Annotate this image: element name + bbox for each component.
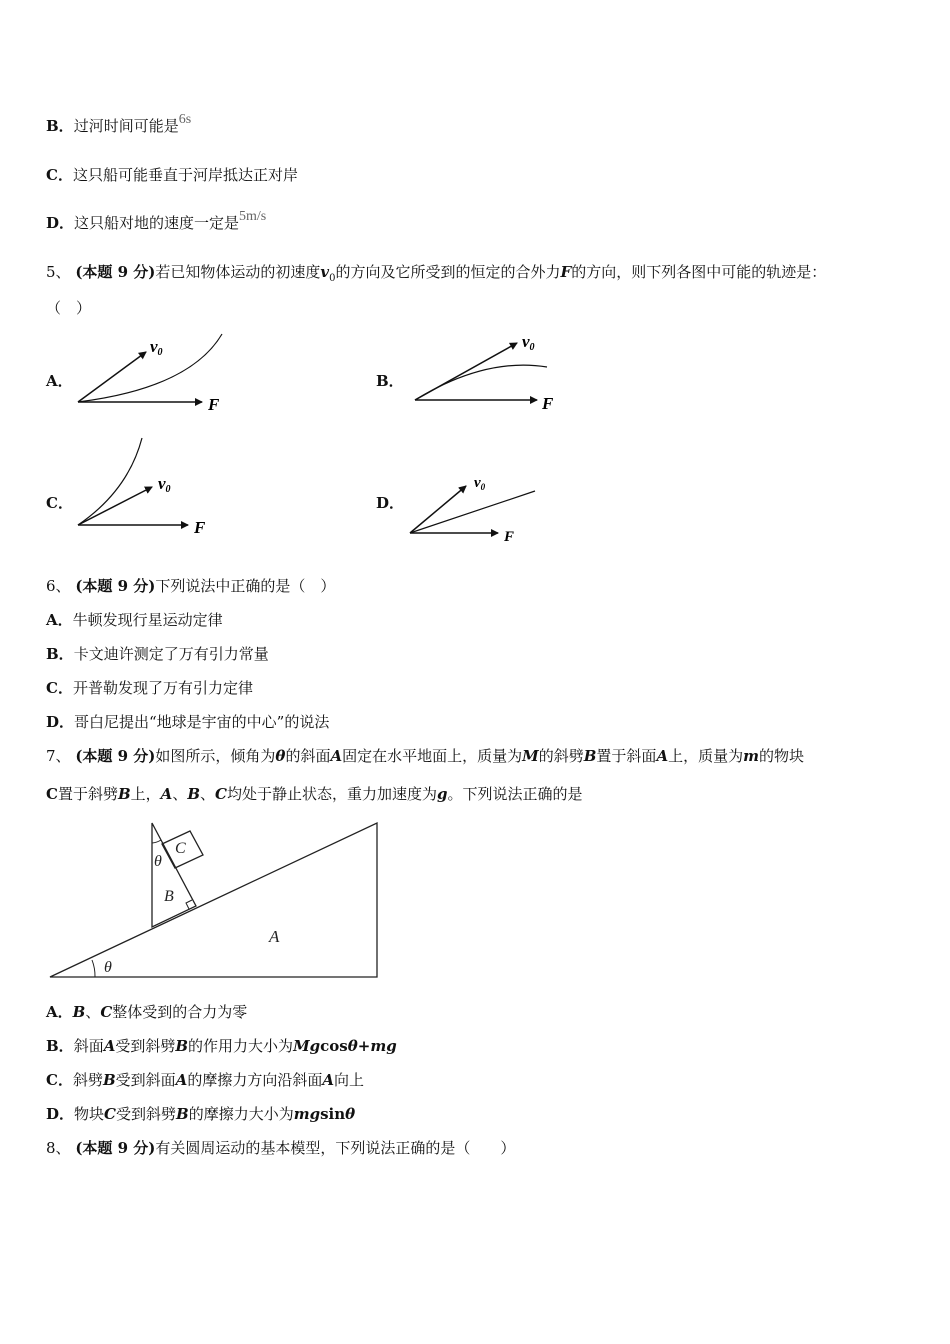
question-number: 8、 (46, 1139, 71, 1157)
a-symbol: A (656, 747, 669, 765)
option-text: 受到斜劈 (115, 1105, 176, 1123)
q7-option-b (46, 1036, 397, 1056)
q6-option-d (46, 712, 329, 732)
q7-stem-line2 (46, 784, 583, 804)
option-label: B． (46, 645, 74, 663)
stem-text: 下列说法中正确的是（ ） (155, 577, 336, 595)
q5-figure-a (70, 330, 240, 420)
v0-symbol: v (320, 263, 330, 281)
formula-part: θ (345, 1105, 356, 1123)
velocity-arrow (78, 352, 146, 402)
question-number: 6、 (46, 577, 71, 595)
stem-text: 有关圆周运动的基本模型，下列说法正确的是（ ） (155, 1139, 516, 1157)
option-text: 受到斜面 (115, 1071, 176, 1089)
b-symbol: B (176, 1105, 189, 1123)
q5-stem (46, 262, 826, 289)
q7-incline-figure (44, 815, 384, 985)
q5-option-c-label: C． (46, 494, 73, 512)
trajectory-curve (415, 365, 547, 400)
option-text: 受到斜劈 (115, 1037, 176, 1055)
q4-option-b (46, 112, 192, 138)
v0-label: v0 (158, 474, 171, 495)
b-symbol: B (102, 1071, 116, 1089)
stem-text: 的方向，则下列各图中可能的轨迹是： (571, 263, 827, 281)
option-label: A． (46, 611, 73, 629)
label-a: A (269, 927, 280, 946)
label-theta-bottom: θ (104, 959, 112, 976)
option-text: 这只船对地的速度一定是 (74, 214, 240, 232)
option-label: B． (46, 117, 74, 135)
option-text: 过河时间可能是 (73, 117, 179, 135)
q5-option-b-label: B． (376, 372, 404, 390)
option-text: 卡文迪许测定了万有引力常量 (73, 645, 269, 663)
b-symbol: B (583, 747, 597, 765)
q7-option-c (46, 1070, 364, 1090)
option-text: 的摩擦力方向沿斜面 (187, 1071, 323, 1089)
option-text: 斜面 (73, 1037, 104, 1055)
option-text: 开普勒发现了万有引力定律 (72, 679, 253, 697)
mass-symbol: m (743, 747, 759, 765)
stem-text: 的斜面 (285, 747, 331, 765)
b-symbol: B (187, 785, 201, 803)
trajectory-line (410, 491, 535, 533)
g-symbol: g (437, 785, 448, 803)
stem-text: 的斜劈 (538, 747, 584, 765)
q6-option-b (46, 644, 269, 664)
question-score: (本题 9 分) (75, 263, 156, 281)
formula-part: mg (370, 1037, 397, 1055)
q6-stem (46, 576, 335, 596)
stem-text: 上，质量为 (668, 747, 744, 765)
stem-text: 固定在水平地面上，质量为 (342, 747, 523, 765)
m-symbol: M (522, 747, 539, 765)
formula-part: cos (320, 1037, 348, 1055)
velocity-arrow (410, 486, 466, 533)
option-label: C． (46, 679, 73, 697)
option-label: D． (46, 1105, 75, 1123)
option-text: 的作用力大小为 (188, 1037, 294, 1055)
option-value: 6s (178, 112, 192, 127)
stem-text: 置于斜劈 (57, 785, 118, 803)
label-theta-top: θ (154, 853, 162, 870)
option-text: 、 (85, 1003, 101, 1021)
f-label: F (194, 518, 206, 537)
theta-symbol: θ (275, 747, 286, 765)
c-symbol: C (104, 1105, 116, 1123)
b-symbol: B (117, 785, 131, 803)
formula-part: + (357, 1037, 371, 1055)
stem-text: 如图所示，倾角为 (155, 747, 276, 765)
a-symbol: A (103, 1037, 116, 1055)
stem-text: 上， (130, 785, 161, 803)
question-number: 7、 (46, 747, 71, 765)
stem-text: 的物块 (758, 747, 804, 765)
option-value: 5m/s (239, 209, 267, 224)
option-text: 整体受到的合力为零 (112, 1003, 248, 1021)
formula-part: sin (320, 1105, 346, 1123)
q7-option-d (46, 1104, 355, 1124)
option-label: C． (46, 1071, 73, 1089)
c-symbol: C (215, 785, 227, 803)
option-label: C． (46, 166, 73, 184)
q7-option-a (46, 1002, 247, 1022)
option-text: 这只船可能垂直于河岸抵达正对岸 (72, 166, 298, 184)
b-symbol: B (72, 1003, 86, 1021)
f-label: F (208, 395, 220, 414)
theta-arc-bottom (92, 960, 95, 977)
q5-option-d-label: D． (376, 494, 405, 512)
option-text: 哥白尼提出“地球是宇宙的中心”的说法 (74, 713, 330, 731)
q5-figure-d (402, 465, 552, 547)
a-symbol: A (160, 785, 173, 803)
incline-a (50, 823, 377, 977)
stem-text: 置于斜面 (596, 747, 657, 765)
question-score: (本题 9 分) (75, 577, 156, 595)
q4-option-d (46, 209, 267, 235)
stem-text: 若已知物体运动的初速度 (155, 263, 321, 281)
theta-arc-top (152, 840, 161, 843)
question-number: 5、 (46, 263, 71, 281)
q5-figure-b (405, 325, 575, 420)
option-text: 物块 (74, 1105, 105, 1123)
v0-label: $v_0$ (474, 475, 486, 492)
label-b: B (164, 888, 174, 905)
q8-stem (46, 1138, 515, 1158)
q5-figure-c (70, 435, 220, 540)
stem-text: 的方向及它所受到的恒定的合外力 (335, 263, 561, 281)
formula-part: θ (347, 1037, 358, 1055)
formula-part: mg (293, 1105, 321, 1123)
label-c: C (175, 840, 186, 857)
q4-option-c (46, 165, 298, 185)
question-score: (本题 9 分) (75, 1139, 156, 1157)
question-score: (本题 9 分) (75, 747, 156, 765)
stem-text: 、 (200, 785, 216, 803)
v0-label: v0 (150, 337, 163, 358)
q7-stem-line1 (46, 746, 804, 766)
trajectory-curve (78, 438, 142, 525)
option-text: 的摩擦力大小为 (188, 1105, 294, 1123)
c-symbol: C (100, 1003, 113, 1021)
f-symbol: F (560, 263, 572, 281)
stem-text: 。下列说法正确的是 (447, 785, 583, 803)
a-symbol: A (175, 1071, 188, 1089)
stem-text: 均处于静止状态，重力加速度为 (226, 785, 437, 803)
q6-option-a (46, 610, 223, 630)
option-label: A． (46, 1003, 73, 1021)
option-text: 牛顿发现行星运动定律 (72, 611, 223, 629)
a-symbol: A (330, 747, 343, 765)
c-symbol: C (46, 785, 58, 803)
formula-part: Mg (293, 1037, 321, 1055)
velocity-arrow (78, 487, 152, 525)
q6-option-c (46, 678, 253, 698)
option-label: D． (46, 214, 75, 232)
f-label: F (542, 394, 554, 413)
b-symbol: B (175, 1037, 189, 1055)
option-text: 斜劈 (72, 1071, 103, 1089)
f-label: F (504, 529, 515, 545)
q5-option-a-label: A． (46, 372, 73, 390)
a-symbol: A (322, 1071, 334, 1089)
stem-text: 、 (172, 785, 188, 803)
v0-label: v0 (522, 332, 535, 353)
option-label: D． (46, 713, 75, 731)
v0-subscript: 0 (329, 273, 336, 284)
q5-paren: （ ） (46, 299, 92, 317)
option-text: 向上 (333, 1071, 364, 1089)
option-label: B． (46, 1037, 74, 1055)
